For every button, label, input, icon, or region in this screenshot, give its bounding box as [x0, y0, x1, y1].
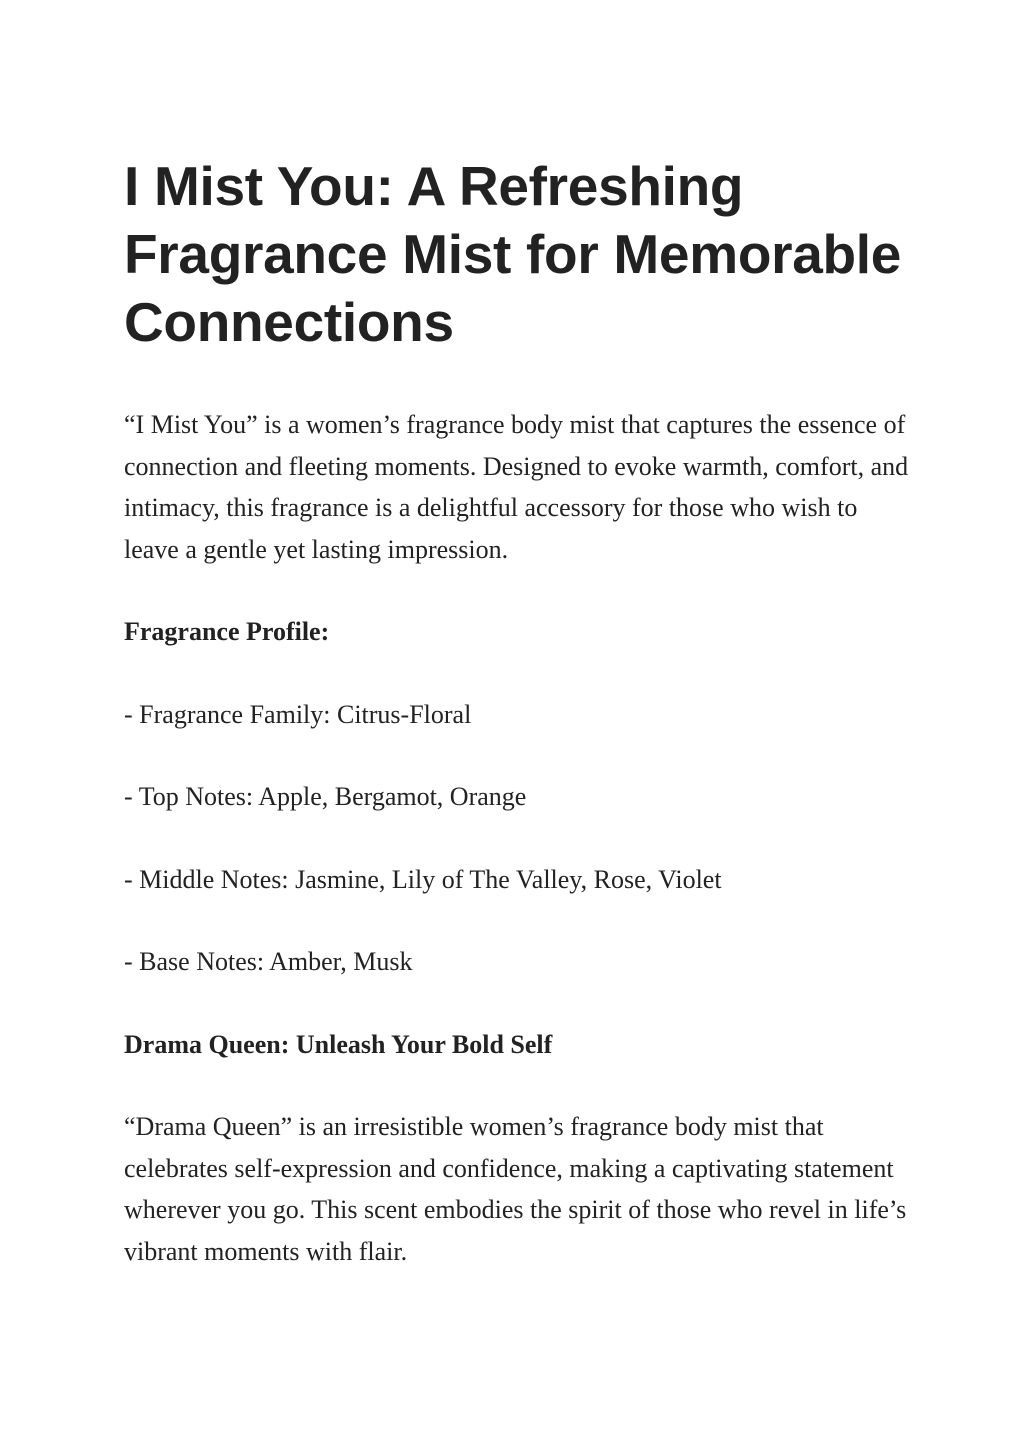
intro-paragraph: “I Mist You” is a women’s fragrance body mist that captures the essence of connection and fleeting moments. Designed to evoke warmth, comfort, and intimacy, this fragrance is a delightful accessory for those who wish to leave a gentle yet lasting impression.	[124, 410, 909, 564]
page-title: I Mist You: A Refreshing Fragrance Mist for Memorable Connections	[124, 155, 902, 353]
fragrance-family-item: - Fragrance Family: Citrus-Floral	[124, 699, 472, 729]
document-page	[124, 152, 914, 1272]
base-notes-item: - Base Notes: Amber, Musk	[124, 947, 413, 976]
middle-notes-item: - Middle Notes: Jasmine, Lily of The Valley, Rose, Violet	[124, 864, 722, 894]
fragrance-profile-heading: Fragrance Profile:	[124, 617, 330, 646]
drama-queen-heading: Drama Queen: Unleash Your Bold Self	[124, 1029, 553, 1059]
top-notes-item: - Top Notes: Apple, Bergamot, Orange	[124, 782, 527, 811]
drama-queen-paragraph: “Drama Queen” is an irresistible women’s fragrance body mist that celebrates self-expression and confidence, making a captivating statement wherever you go. This scent embodies the spirit of those who revel in life’s vibrant moments with flair.	[124, 1112, 907, 1266]
